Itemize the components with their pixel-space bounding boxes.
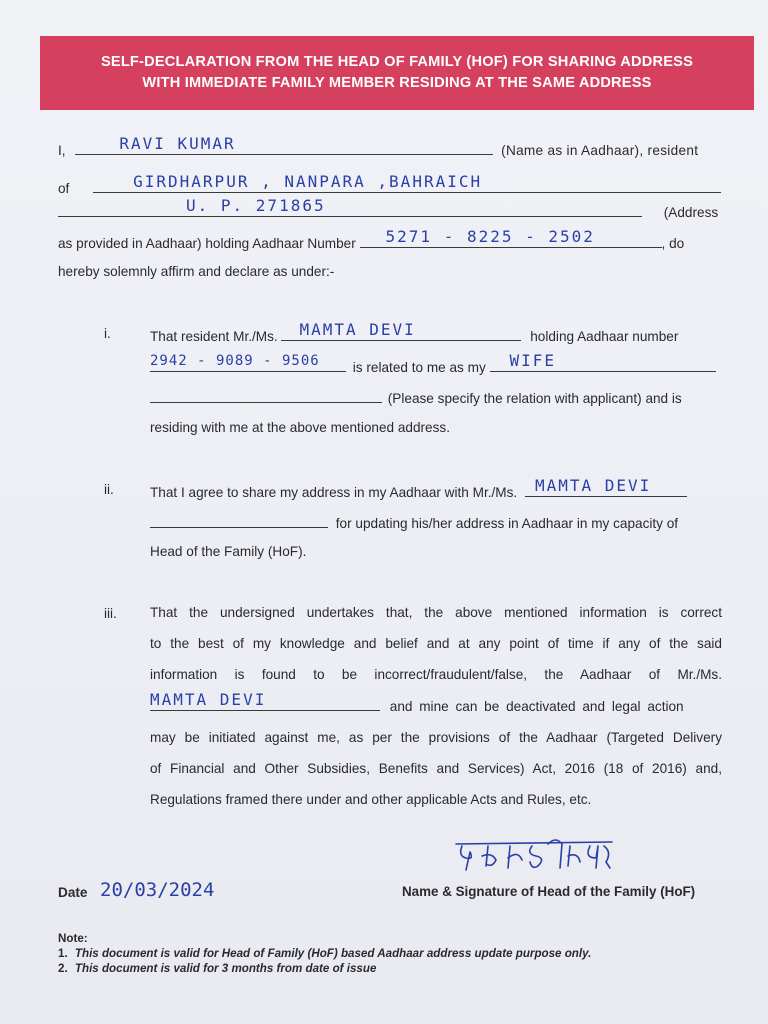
intro-address-line-1: [58, 172, 723, 198]
member-name-field-3: [150, 689, 380, 711]
clause-2-text-a: That I agree to share my address in my Aadhaar with Mr./Ms.: [150, 485, 518, 500]
name-suffix: (Name as in Aadhaar), resident: [501, 143, 699, 158]
note-2-text: This document is valid for 3 months from date of issue: [74, 962, 377, 975]
clause-3-paragraph: [150, 597, 722, 815]
address-field-2: [58, 196, 642, 217]
clause-2-text-b: for updating his/her address in Aadhaar in my capacity of: [335, 516, 679, 531]
clause-3-line-2: to the best of my knowledge and belief and at any point of time if any of the said: [150, 636, 722, 652]
handwritten-member-name-3: MAMTA DEVI: [150, 689, 267, 709]
note-2: [58, 962, 376, 975]
intro-of-label: of: [58, 181, 70, 196]
header-line-2: WITH IMMEDIATE FAMILY MEMBER RESIDING AT THE SAME ADDRESS: [142, 75, 652, 91]
hof-signature-label: Name & Signature of Head of the Family (HoF): [402, 884, 696, 899]
clause-2-line-2: [150, 513, 722, 533]
intro-address-line-2: [58, 196, 723, 222]
date-label: Date: [58, 885, 88, 900]
intro-name-line: [58, 134, 723, 160]
handwritten-aadhaar: 5271 - 8225 - 2502: [385, 227, 595, 246]
clause-3-line-4: [150, 691, 722, 722]
clause-1-line-3: [150, 388, 722, 408]
clause-1-line-1: [150, 320, 722, 346]
handwritten-member-aadhaar: 2942 - 9089 - 9506: [150, 353, 320, 369]
clause-1-number: i.: [104, 326, 111, 341]
clause-1-line-2: [150, 351, 722, 377]
clause-2-line-1: [150, 476, 730, 502]
clause-1-text-e: residing with me at the above mentioned address.: [150, 420, 450, 435]
clause-3-number: iii.: [104, 606, 117, 621]
note-2-number: 2.: [58, 962, 68, 975]
header-line-1: SELF-DECLARATION FROM THE HEAD OF FAMILY (HOF) FOR SHARING ADDRESS: [100, 54, 694, 70]
note-title: Note:: [58, 932, 88, 945]
handwritten-relation: WIFE: [509, 351, 557, 370]
address-label: (Address: [663, 205, 719, 220]
handwritten-member-name-2: MAMTA DEVI: [534, 476, 652, 495]
handwritten-member-name-1: MAMTA DEVI: [299, 320, 416, 339]
handwritten-address-1: GIRDHARPUR , NANPARA ,BAHRAICH: [133, 172, 483, 191]
clause-3-line-3: information is found to be incorrect/fraudulent/false, the Aadhaar of Mr./Ms.: [150, 667, 722, 683]
clause-3-line-1: That the undersigned undertakes that, the above mentioned information is correct: [150, 605, 722, 620]
relation-field: [490, 351, 716, 372]
member-name-field-2: [525, 476, 687, 497]
clause-1-text-a: That resident Mr./Ms.: [150, 329, 278, 344]
member-name-blank-2: [150, 513, 328, 528]
member-aadhaar-field: [150, 353, 346, 372]
handwritten-name: RAVI KUMAR: [119, 134, 236, 153]
aadhaar-prefix: as provided in Aadhaar) holding Aadhaar Number: [58, 236, 356, 251]
handwritten-date: 20/03/2024: [100, 879, 215, 901]
intro-i-label: I,: [58, 143, 66, 158]
clause-1-text-d: (Please specify the relation with applicant) and is: [387, 391, 682, 406]
clause-3-line-6: of Financial and Other Subsidies, Benefits and Services) Act, 2016 (18 of 2016) and,: [150, 761, 722, 777]
header-banner: [40, 36, 754, 110]
member-name-field-1: [281, 320, 521, 341]
clause-2-number: ii.: [104, 482, 114, 497]
name-field: [75, 134, 493, 155]
note-1-text: This document is valid for Head of Family (HoF) based Aadhaar address update purpose only.: [74, 947, 592, 960]
intro-affirm-line: hereby solemnly affirm and declare as under:-: [58, 264, 335, 279]
hof-signature: [452, 832, 622, 876]
intro-aadhaar-line: [58, 227, 723, 253]
clause-2-text-c: Head of the Family (HoF).: [150, 544, 307, 559]
clause-3-line-5: may be initiated against me, as per the provisions of the Aadhaar (Targeted Delivery: [150, 729, 722, 745]
clause-1-text-c: is related to me as my: [352, 360, 486, 375]
clause-3-line-7: Regulations framed there under and other applicable Acts and Rules, etc.: [150, 792, 592, 808]
note-1-number: 1.: [58, 947, 68, 960]
relation-blank: [150, 388, 382, 403]
note-1: [58, 947, 591, 960]
handwritten-address-2: U. P. 271865: [186, 196, 326, 215]
clause-1-text-b: holding Aadhaar number: [530, 329, 679, 344]
address-field-1: [93, 172, 721, 193]
aadhaar-field: [360, 227, 662, 248]
aadhaar-do: , do: [661, 236, 685, 251]
clause-3-text-l4: and mine can be deactivated and legal action: [389, 698, 684, 714]
